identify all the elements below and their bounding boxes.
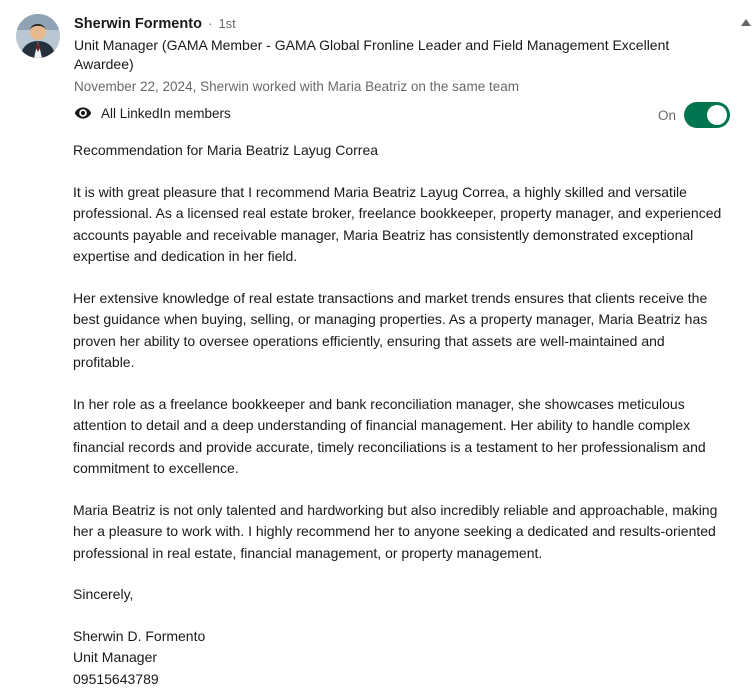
- author-row: [74, 15, 730, 33]
- recommendation-header: [16, 14, 730, 122]
- visibility-label: All LinkedIn members: [101, 106, 231, 121]
- visibility-row: [74, 104, 730, 122]
- recommendation-paragraph: In her role as a freelance bookkeeper and bank reconciliation manager, she showcases meticulous attention to detail and a deep understanding of financial management. Her ability to handle complex financial records and provide accurate, timely reconciliations is a testament to her professionalism and commitment to excellence.: [73, 394, 726, 480]
- signature-block: [73, 626, 726, 690]
- eye-icon: [74, 104, 92, 122]
- author-name[interactable]: Sherwin Formento: [74, 15, 202, 33]
- recommendation-paragraph: Her extensive knowledge of real estate transactions and market trends ensures that clients receive the best guidance when buying, selling, or managing properties. As a property manager, Maria Beatriz has proven her ability to oversee operations efficiently, ensuring that assets are well-maintained and profitable.: [73, 288, 726, 374]
- header-text: [74, 14, 730, 122]
- visibility-toggle-area: [658, 102, 730, 128]
- recommendation-subject-line: Recommendation for Maria Beatriz Layug Correa: [73, 140, 726, 162]
- toggle-state-label: On: [658, 108, 676, 123]
- recommendation-body: [16, 140, 730, 690]
- avatar[interactable]: [16, 14, 60, 58]
- signature-name: Sherwin D. Formento: [73, 626, 726, 648]
- recommendation-closing: Sincerely,: [73, 584, 726, 606]
- name-separator: ·: [208, 15, 212, 33]
- recommendation-meta: November 22, 2024, Sherwin worked with Maria Beatriz on the same team: [74, 78, 730, 96]
- author-headline: Unit Manager (GAMA Member - GAMA Global Fronline Leader and Field Management Excellent Awardee): [74, 36, 730, 74]
- signature-title: Unit Manager: [73, 647, 726, 669]
- signature-phone: 09515643789: [73, 669, 726, 690]
- visibility-toggle[interactable]: [684, 102, 730, 128]
- recommendation-paragraph: It is with great pleasure that I recommend Maria Beatriz Layug Correa, a highly skilled and versatile professional. As a licensed real estate broker, freelance bookkeeper, property manager, and experienced accounts payable and receivable manager, Maria Beatriz has consistently demonstrated exceptional expertise and dedication in her field.: [73, 182, 726, 268]
- toggle-knob: [707, 105, 727, 125]
- recommendation-paragraph: Maria Beatriz is not only talented and hardworking but also incredibly reliable and approachable, making her a pleasure to work with. I highly recommend her to anyone seeking a dedicated and results-oriented professional in real estate, financial management, or property management.: [73, 500, 726, 565]
- connection-degree: 1st: [218, 15, 235, 33]
- scroll-up-arrow-icon[interactable]: [740, 18, 752, 30]
